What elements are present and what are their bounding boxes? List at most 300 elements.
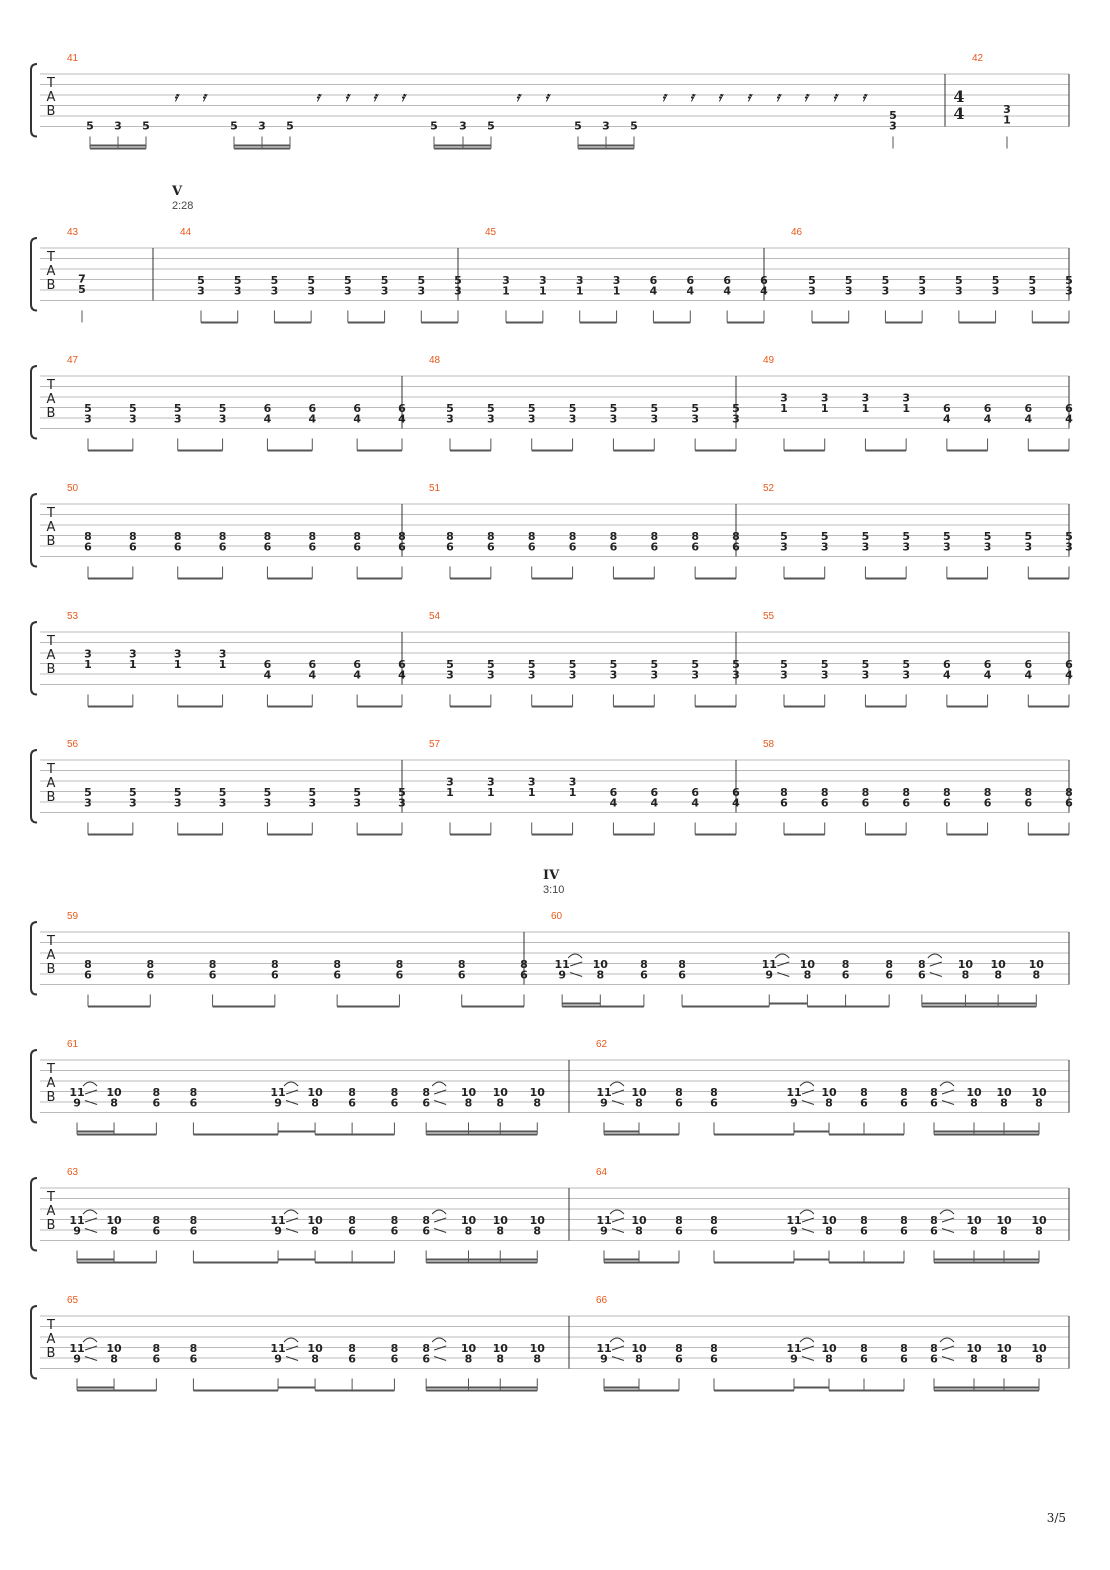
fret-number: 11	[69, 1214, 85, 1228]
slur-arc	[775, 954, 789, 958]
tab-clef-letter: B	[46, 1346, 56, 1361]
fret-number: 10	[996, 1214, 1012, 1228]
fret-number: 8	[1024, 786, 1033, 800]
fret-number: 6	[348, 1352, 356, 1366]
fret-number: 9	[274, 1352, 282, 1366]
fret-number: 5	[344, 274, 352, 288]
fret-number: 8	[691, 530, 699, 544]
fret-number: 5	[84, 402, 92, 416]
slide-line	[777, 973, 789, 977]
measure-number: 56	[67, 739, 79, 750]
fret-number: 8	[930, 1214, 938, 1228]
fret-number: 3	[1028, 284, 1037, 298]
fret-number: 8	[152, 1214, 161, 1228]
fret-number: 8	[710, 1214, 718, 1228]
fret-number: 8	[1000, 1096, 1008, 1110]
fret-number: 4	[263, 412, 272, 426]
rest-mark: 𝄿	[202, 90, 206, 105]
fret-number: 8	[860, 1214, 868, 1228]
fret-number: 4	[263, 668, 272, 682]
fret-number: 9	[600, 1224, 608, 1238]
system-bracket	[31, 922, 37, 995]
fret-number: 5	[691, 658, 699, 672]
fret-number: 11	[786, 1342, 802, 1356]
fret-number: 3	[233, 284, 242, 298]
fret-number: 8	[609, 530, 618, 544]
fret-number: 5	[568, 658, 577, 672]
fret-number: 3	[808, 284, 816, 298]
fret-number: 6	[152, 1352, 161, 1366]
fret-number: 5	[574, 119, 582, 133]
slide-line	[942, 1357, 954, 1361]
fret-number: 1	[173, 658, 182, 672]
system-bracket	[31, 64, 37, 137]
fret-number: 6	[218, 540, 227, 554]
fret-number: 8	[820, 786, 829, 800]
fret-number: 6	[353, 540, 361, 554]
fret-number: 6	[900, 1352, 908, 1366]
slide-line	[286, 1229, 298, 1233]
fret-number: 10	[460, 1342, 477, 1356]
fret-number: 8	[675, 1086, 683, 1100]
fret-number: 6	[422, 1096, 430, 1110]
fret-number: 5	[732, 658, 740, 672]
fret-number: 5	[1065, 274, 1073, 288]
rest-mark: 𝄿	[345, 90, 349, 105]
tab-clef-letter: B	[46, 1090, 56, 1105]
fret-number: 4	[398, 668, 406, 682]
fret-number: 4	[732, 796, 740, 810]
fret-number: 8	[902, 786, 910, 800]
fret-number: 8	[311, 1224, 319, 1238]
fret-number: 6	[568, 540, 577, 554]
fret-number: 6	[398, 402, 406, 416]
tab-clef-letter: T	[47, 634, 55, 649]
fret-number: 8	[970, 1224, 978, 1238]
fret-number: 8	[640, 958, 648, 972]
fret-number: 3	[487, 668, 495, 682]
fret-number: 1	[861, 402, 870, 416]
fret-number: 8	[398, 530, 406, 544]
slur-arc	[800, 1210, 814, 1214]
fret-number: 6	[686, 274, 695, 288]
fret-number: 6	[902, 796, 910, 810]
fret-number: 6	[457, 968, 466, 982]
fret-number: 3	[539, 274, 547, 288]
fret-number: 8	[84, 958, 92, 972]
fret-number: 6	[650, 540, 659, 554]
fret-number: 6	[649, 274, 658, 288]
fret-number: 5	[902, 530, 910, 544]
fret-number: 6	[900, 1096, 908, 1110]
fret-number: 6	[675, 1096, 683, 1110]
measure-number: 59	[67, 911, 79, 922]
fret-number: 5	[446, 658, 454, 672]
fret-number: 8	[311, 1352, 319, 1366]
tab-clef-letter: T	[47, 506, 55, 521]
fret-number: 1	[218, 658, 227, 672]
fret-number: 8	[173, 530, 182, 544]
fret-number: 3	[446, 775, 454, 789]
slur-arc	[928, 954, 942, 958]
tab-clef-letter: B	[46, 962, 56, 977]
fret-number: 5	[230, 119, 238, 133]
measure-number: 63	[67, 1167, 79, 1178]
slur-arc	[284, 1210, 298, 1214]
fret-number: 6	[422, 1224, 430, 1238]
fret-number: 3	[454, 284, 462, 298]
fret-number: 3	[955, 284, 963, 298]
slide-line	[286, 1218, 298, 1222]
fret-number: 8	[533, 1224, 542, 1238]
time-signature-top: 4	[953, 87, 965, 106]
fret-number: 3	[84, 796, 92, 810]
fret-number: 8	[885, 958, 893, 972]
fret-number: 9	[600, 1096, 608, 1110]
fret-number: 8	[390, 1086, 399, 1100]
fret-number: 1	[539, 284, 547, 298]
tab-clef-letter: A	[46, 948, 56, 963]
fret-number: 4	[691, 796, 699, 810]
fret-number: 3	[650, 668, 659, 682]
fret-number: 5	[307, 274, 315, 288]
fret-number: 5	[991, 274, 1000, 288]
fret-number: 1	[575, 284, 584, 298]
fret-number: 6	[527, 540, 536, 554]
measure-number: 66	[596, 1295, 608, 1306]
fret-number: 6	[422, 1352, 430, 1366]
fret-number: 3	[446, 412, 454, 426]
fret-number: 6	[675, 1352, 683, 1366]
fret-number: 3	[218, 647, 227, 661]
fret-number: 6	[395, 968, 404, 982]
fret-number: 3	[861, 668, 870, 682]
fret-number: 5	[983, 530, 992, 544]
fret-number: 6	[841, 968, 850, 982]
fret-number: 6	[780, 796, 788, 810]
fret-number: 6	[900, 1224, 908, 1238]
slide-line	[802, 1346, 814, 1350]
tab-clef-letter: T	[47, 1062, 55, 1077]
fret-number: 8	[825, 1352, 833, 1366]
fret-number: 5	[808, 274, 816, 288]
measure-number: 50	[67, 483, 79, 494]
fret-number: 8	[446, 530, 454, 544]
fret-number: 8	[803, 968, 812, 982]
fret-number: 1	[527, 786, 536, 800]
fret-number: 8	[208, 958, 217, 972]
slide-line	[286, 1346, 298, 1350]
fret-number: 8	[568, 530, 577, 544]
fret-number: 9	[73, 1224, 81, 1238]
slur-arc	[432, 1082, 446, 1086]
fret-number: 3	[691, 412, 699, 426]
fret-number: 5	[142, 119, 150, 133]
fret-number: 3	[173, 412, 182, 426]
fret-number: 3	[602, 119, 610, 133]
fret-number: 8	[263, 530, 272, 544]
fret-number: 8	[189, 1342, 198, 1356]
fret-number: 8	[900, 1214, 908, 1228]
rest-mark: 𝄿	[662, 90, 666, 105]
fret-number: 6	[1065, 658, 1073, 672]
fret-number: 6	[487, 540, 495, 554]
fret-number: 1	[487, 786, 495, 800]
rest-mark: 𝄿	[718, 90, 722, 105]
fret-number: 3	[780, 391, 788, 405]
fret-number: 8	[496, 1096, 505, 1110]
fret-number: 5	[129, 402, 137, 416]
fret-number: 6	[930, 1224, 938, 1238]
fret-number: 6	[446, 540, 454, 554]
fret-number: 4	[1065, 668, 1073, 682]
rest-mark: 𝄿	[545, 90, 549, 105]
fret-number: 9	[790, 1224, 798, 1238]
fret-number: 6	[189, 1352, 198, 1366]
measure-number: 61	[67, 1039, 79, 1050]
fret-number: 3	[114, 119, 122, 133]
fret-number: 3	[353, 796, 361, 810]
fret-number: 8	[650, 530, 659, 544]
measure-number: 54	[429, 611, 441, 622]
fret-number: 6	[308, 402, 317, 416]
fret-number: 6	[860, 1352, 868, 1366]
fret-number: 6	[1065, 402, 1073, 416]
fret-number: 8	[348, 1214, 356, 1228]
fret-number: 8	[395, 958, 404, 972]
fret-number: 3	[1065, 540, 1073, 554]
fret-number: 3	[691, 668, 699, 682]
fret-number: 8	[152, 1086, 161, 1100]
fret-number: 6	[943, 402, 951, 416]
fret-number: 5	[398, 786, 406, 800]
fret-number: 10	[460, 1214, 477, 1228]
fret-number: 6	[650, 786, 659, 800]
fret-number: 11	[596, 1214, 612, 1228]
slur-arc	[432, 1338, 446, 1342]
fret-number: 4	[983, 412, 992, 426]
slide-line	[434, 1101, 446, 1105]
fret-number: 5	[650, 658, 659, 672]
fret-number: 6	[983, 402, 992, 416]
fret-number: 3	[527, 775, 536, 789]
fret-number: 8	[487, 530, 495, 544]
fret-number: 3	[527, 668, 536, 682]
fret-number: 5	[1028, 274, 1037, 288]
slur-arc	[83, 1210, 97, 1214]
fret-number: 3	[173, 796, 182, 810]
tab-clef-letter: A	[46, 1332, 56, 1347]
measure-number: 45	[485, 227, 497, 238]
fret-number: 9	[73, 1352, 81, 1366]
fret-number: 8	[1035, 1096, 1043, 1110]
slide-line	[612, 1090, 624, 1094]
slide-line	[612, 1101, 624, 1105]
fret-number: 6	[691, 786, 699, 800]
fret-number: 8	[422, 1086, 430, 1100]
fret-number: 8	[970, 1352, 978, 1366]
fret-number: 11	[786, 1086, 802, 1100]
fret-number: 6	[983, 796, 992, 810]
fret-number: 8	[1035, 1352, 1043, 1366]
fret-number: 5	[86, 119, 94, 133]
slide-line	[85, 1357, 97, 1361]
slide-line	[930, 962, 942, 966]
fret-number: 9	[600, 1352, 608, 1366]
fret-number: 6	[820, 796, 829, 810]
fret-number: 9	[73, 1096, 81, 1110]
fret-number: 5	[218, 786, 227, 800]
fret-number: 6	[609, 540, 618, 554]
fret-number: 6	[983, 658, 992, 672]
fret-number: 8	[533, 1352, 542, 1366]
fret-number: 5	[918, 274, 926, 288]
fret-number: 6	[333, 968, 341, 982]
fret-number: 8	[311, 1096, 319, 1110]
fret-number: 6	[263, 540, 272, 554]
fret-number: 10	[990, 958, 1006, 972]
fret-number: 5	[417, 274, 426, 288]
fret-number: 1	[568, 786, 577, 800]
tab-clef-letter: B	[46, 534, 56, 549]
tab-clef-letter: T	[47, 1318, 55, 1333]
fret-number: 8	[464, 1352, 473, 1366]
fret-number: 3	[991, 284, 1000, 298]
fret-number: 5	[527, 402, 536, 416]
fret-number: 5	[197, 274, 205, 288]
fret-number: 10	[966, 1214, 982, 1228]
tab-clef-letter: T	[47, 250, 55, 265]
fret-number: 3	[1024, 540, 1033, 554]
fret-number: 6	[173, 540, 182, 554]
slur-arc	[610, 1210, 624, 1214]
fret-number: 10	[529, 1214, 545, 1228]
tab-clef-letter: B	[46, 790, 56, 805]
fret-number: 3	[1065, 284, 1073, 298]
fret-number: 8	[825, 1224, 833, 1238]
fret-number: 11	[761, 958, 777, 972]
fret-number: 4	[353, 412, 361, 426]
fret-number: 5	[233, 274, 242, 288]
measure-number: 47	[67, 355, 79, 366]
fret-number: 10	[307, 1086, 323, 1100]
rest-mark: 𝄿	[776, 90, 780, 105]
fret-number: 6	[398, 540, 406, 554]
fret-number: 5	[943, 530, 951, 544]
tab-clef-letter: A	[46, 776, 56, 791]
fret-number: 8	[520, 958, 528, 972]
fret-number: 4	[760, 284, 768, 298]
fret-number: 6	[678, 968, 686, 982]
fret-number: 5	[527, 658, 536, 672]
fret-number: 1	[612, 284, 621, 298]
fret-number: 3	[417, 284, 426, 298]
fret-number: 8	[943, 786, 951, 800]
fret-number: 8	[457, 958, 466, 972]
fret-number: 5	[430, 119, 438, 133]
fret-number: 10	[1031, 1086, 1047, 1100]
fret-number: 6	[152, 1224, 161, 1238]
fret-number: 4	[649, 284, 658, 298]
fret-number: 8	[710, 1086, 718, 1100]
fret-number: 6	[390, 1096, 399, 1110]
fret-number: 11	[596, 1086, 612, 1100]
fret-number: 8	[710, 1342, 718, 1356]
fret-number: 6	[860, 1224, 868, 1238]
fret-number: 3	[344, 284, 352, 298]
fret-number: 3	[308, 796, 317, 810]
fret-number: 8	[675, 1342, 683, 1356]
fret-number: 8	[961, 968, 970, 982]
fret-number: 8	[308, 530, 317, 544]
fret-number: 6	[398, 658, 406, 672]
fret-number: 1	[902, 402, 910, 416]
tab-clef-letter: T	[47, 76, 55, 91]
fret-number: 5	[732, 402, 740, 416]
fret-number: 6	[710, 1352, 718, 1366]
fret-number: 8	[271, 958, 279, 972]
slide-line	[612, 1357, 624, 1361]
fret-number: 8	[189, 1214, 198, 1228]
fret-number: 5	[609, 402, 618, 416]
tab-clef-letter: B	[46, 406, 56, 421]
fret-number: 3	[1003, 102, 1011, 116]
fret-number: 8	[129, 530, 137, 544]
tab-clef-letter: A	[46, 1076, 56, 1091]
fret-number: 6	[353, 402, 361, 416]
fret-number: 3	[889, 119, 897, 133]
slur-arc	[800, 1338, 814, 1342]
fret-number: 8	[635, 1224, 643, 1238]
tab-clef-letter: A	[46, 648, 56, 663]
fret-number: 8	[110, 1352, 118, 1366]
fret-number: 3	[861, 540, 870, 554]
fret-number: 8	[930, 1086, 938, 1100]
fret-number: 3	[820, 540, 829, 554]
fret-number: 3	[609, 668, 618, 682]
measure-number: 42	[972, 53, 984, 64]
fret-number: 4	[943, 412, 951, 426]
slur-arc	[940, 1082, 954, 1086]
fret-number: 5	[487, 402, 495, 416]
fret-number: 3	[218, 412, 227, 426]
fret-number: 5	[487, 119, 495, 133]
fret-number: 10	[996, 1086, 1012, 1100]
fret-number: 6	[930, 1352, 938, 1366]
fret-number: 5	[173, 786, 182, 800]
fret-number: 8	[422, 1342, 430, 1356]
fret-number: 5	[902, 658, 910, 672]
system-bracket	[31, 622, 37, 695]
fret-number: 6	[390, 1352, 399, 1366]
tab-clef-letter: T	[47, 762, 55, 777]
fret-number: 6	[691, 540, 699, 554]
tab-clef-letter: A	[46, 1204, 56, 1219]
slide-line	[942, 1346, 954, 1350]
fret-number: 8	[635, 1352, 643, 1366]
fret-number: 1	[820, 402, 829, 416]
fret-number: 8	[1065, 786, 1073, 800]
fret-number: 6	[1065, 796, 1073, 810]
fret-number: 3	[129, 647, 137, 661]
section-marker: V	[172, 184, 183, 199]
fret-number: 6	[885, 968, 893, 982]
fret-number: 3	[129, 796, 137, 810]
fret-number: 8	[422, 1214, 430, 1228]
fret-number: 8	[152, 1342, 161, 1356]
fret-number: 5	[955, 274, 963, 288]
fret-number: 6	[189, 1096, 198, 1110]
